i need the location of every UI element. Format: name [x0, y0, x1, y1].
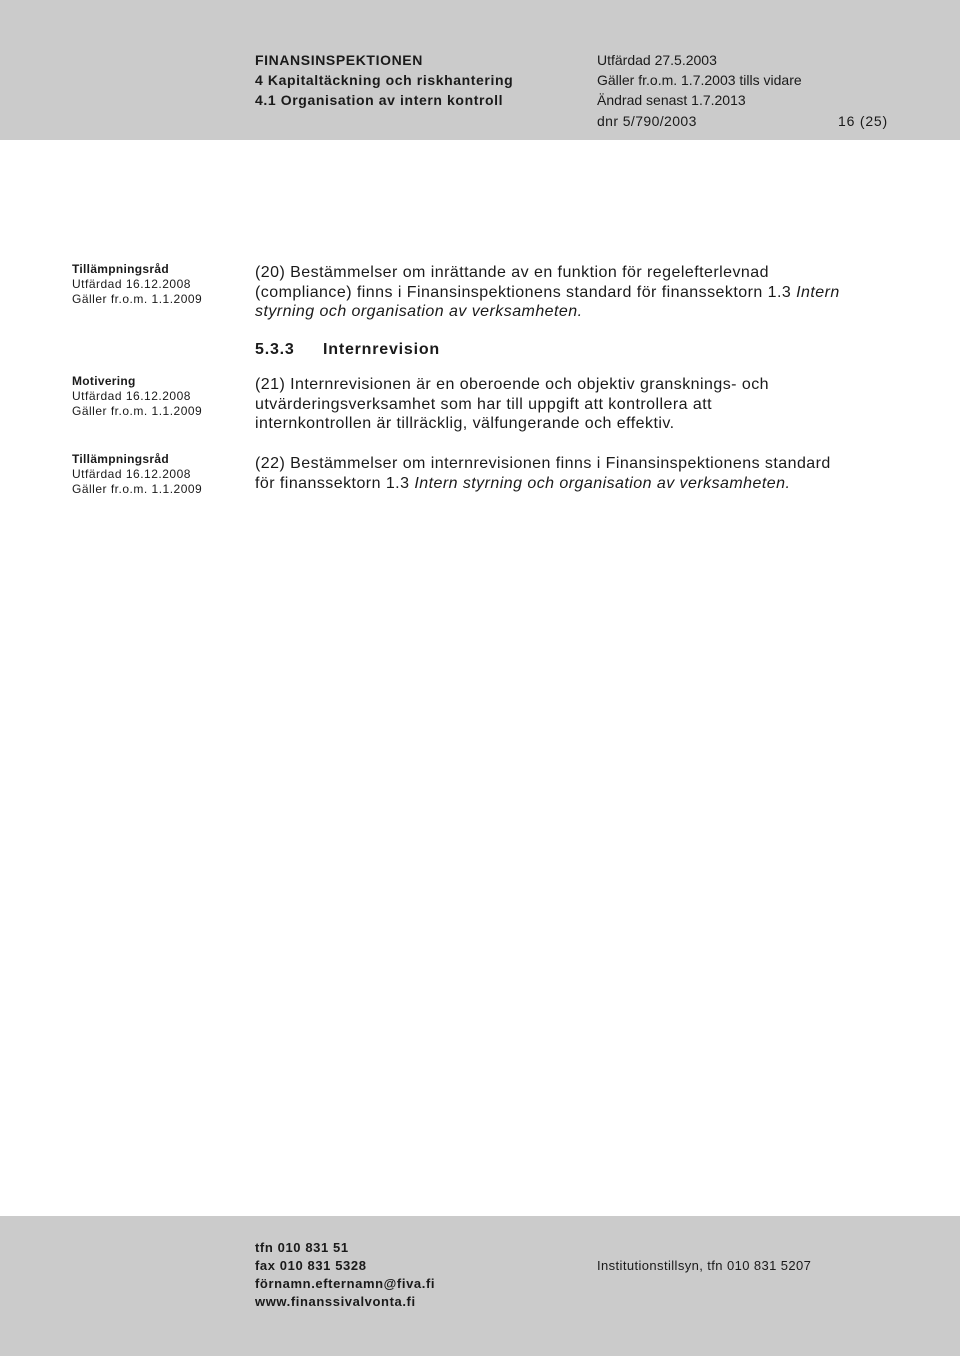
footer-department: Institutionstillsyn, tfn 010 831 5207 — [597, 1258, 812, 1273]
section-number: 5.3.3 — [255, 341, 295, 358]
paragraph-line — [255, 302, 905, 322]
standard-title-italic: Intern styrning och organisation av verksamheten. — [414, 474, 791, 492]
paragraph-20 — [255, 263, 905, 322]
side-note-motivering — [72, 374, 202, 419]
paragraph-21 — [255, 375, 905, 434]
section-heading — [255, 341, 440, 359]
org-name: FINANSINSPEKTIONEN — [255, 52, 423, 68]
side-note-valid: Gäller fr.o.m. 1.1.2009 — [72, 292, 203, 306]
paragraph-22 — [255, 454, 905, 493]
page-footer — [0, 1216, 960, 1356]
issued-date: Utfärdad 27.5.2003 — [597, 52, 717, 68]
footer-email: förnamn.efternamn@fiva.fi — [255, 1276, 436, 1291]
paragraph-line: för finanssektorn 1.3 Intern styrning och organisation av verksamheten. — [255, 474, 791, 492]
paragraph-line: (20) Bestämmelser om inrättande av en funktion för regelefterlevnad — [255, 264, 769, 281]
footer-phone: tfn 010 831 51 — [255, 1240, 349, 1255]
page-number: 16 (25) — [838, 113, 888, 129]
changed-date: Ändrad senast 1.7.2013 — [597, 92, 746, 108]
paragraph-line: (21) Internrevisionen är en oberoende och objektiv gransknings- och — [255, 376, 769, 393]
chapter-title: 4 Kapitaltäckning och riskhantering — [255, 72, 514, 88]
page-header — [0, 0, 960, 140]
paragraph-line: utvärderingsverksamhet som har till uppgift att kontrollera att — [255, 395, 712, 413]
document-number: dnr 5/790/2003 — [597, 113, 697, 129]
section-heading-title: Internrevision — [323, 341, 441, 358]
side-note-tillampningsrad-2 — [72, 452, 202, 497]
side-note-tillampningsrad-1 — [72, 262, 202, 307]
side-note-issued: Utfärdad 16.12.2008 — [72, 467, 191, 481]
side-note-valid: Gäller fr.o.m. 1.1.2009 — [72, 482, 203, 496]
standard-title-italic: styrning och organisation av verksamheten. — [255, 303, 583, 320]
side-note-issued: Utfärdad 16.12.2008 — [72, 389, 191, 403]
paragraph-line: (compliance) finns i Finansinspektionens standard för finanssektorn 1.3 Intern — [255, 283, 840, 301]
footer-website: www.finanssivalvonta.fi — [255, 1294, 416, 1309]
side-note-issued: Utfärdad 16.12.2008 — [72, 277, 191, 291]
side-note-valid: Gäller fr.o.m. 1.1.2009 — [72, 404, 203, 418]
side-note-label: Tillämpningsråd — [72, 452, 169, 466]
side-note-label: Tillämpningsråd — [72, 262, 169, 276]
footer-fax: fax 010 831 5328 — [255, 1258, 367, 1273]
paragraph-line: internkontrollen är tillräcklig, välfungerande och effektiv. — [255, 415, 675, 432]
side-note-label: Motivering — [72, 374, 136, 388]
standard-title-italic: Intern — [796, 283, 840, 301]
valid-from: Gäller fr.o.m. 1.7.2003 tills vidare — [597, 72, 802, 88]
section-title: 4.1 Organisation av intern kontroll — [255, 92, 504, 108]
paragraph-line: (22) Bestämmelser om internrevisionen finns i Finansinspektionens standard — [255, 455, 831, 472]
